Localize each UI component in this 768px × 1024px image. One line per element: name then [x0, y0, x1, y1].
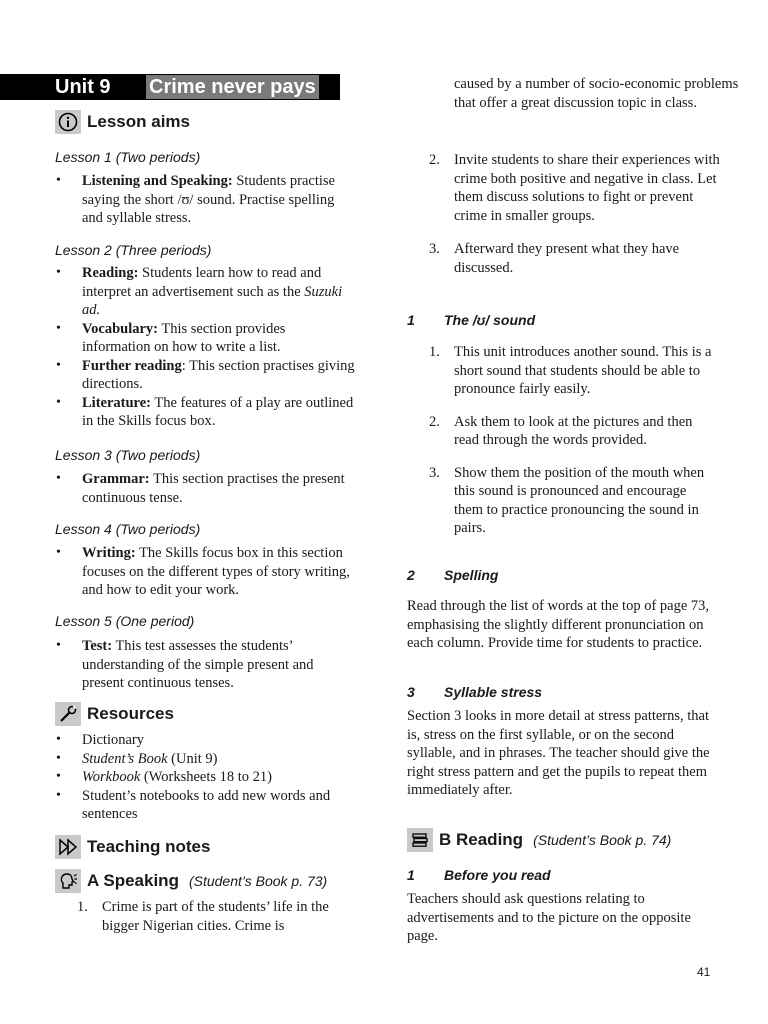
- reading-label: B Reading: [439, 830, 524, 849]
- list-item: 3. Afterward they present what they have discussed.: [429, 241, 680, 276]
- speaking-list-continued: [407, 151, 727, 277]
- unit-title: Crime never pays: [146, 75, 319, 99]
- lesson-2-title: Lesson 2 (Three periods): [55, 242, 212, 258]
- list-item: • Test: This test assesses the students’ understanding of the simple present and present continuous tenses.: [55, 637, 355, 693]
- lesson-3-title: Lesson 3 (Two periods): [55, 447, 201, 463]
- list-item: • Writing: The Skills focus box in this section focuses on the different types of story writing, and how to edit your work.: [55, 544, 355, 600]
- list-item: • Grammar: This section practises the present continuous tense.: [55, 470, 355, 507]
- speaking-ref: (Student’s Book p. 73): [188, 873, 328, 889]
- lesson-5-title: Lesson 5 (One period): [55, 613, 195, 629]
- lesson-3-list: [55, 470, 355, 507]
- list-item: • Dictionary: [55, 731, 355, 750]
- speaking-item-1-continued: caused by a number of socio-economic problems that offer a great discussion topic in class.: [454, 76, 739, 111]
- teaching-notes-label: Teaching notes: [87, 837, 211, 856]
- stress-heading: 3 Syllable stress: [407, 684, 543, 700]
- spelling-heading: 2 Spelling: [407, 567, 499, 583]
- teaching-notes-heading: [55, 835, 210, 859]
- list-item: 1. Crime is part of the students’ life in the bigger Nigerian cities. Crime is: [77, 899, 329, 934]
- lesson-2-list: [55, 264, 355, 431]
- resources-label: Resources: [87, 704, 174, 723]
- page-number: 41: [697, 965, 711, 979]
- sound-heading: 1 The /ʊ/ sound: [407, 312, 536, 328]
- speaking-heading: [55, 869, 327, 893]
- list-item: • Student’s Book (Unit 9): [55, 750, 355, 769]
- reading-ref: (Student’s Book p. 74): [533, 832, 672, 848]
- list-item: • Literature: The features of a play are outlined in the Skills focus box.: [55, 394, 355, 431]
- speaking-label: A Speaking: [87, 871, 179, 890]
- list-item: • Listening and Speaking: Students practise saying the short /ʊ/ sound. Practise spelling and syllable stress.: [55, 172, 355, 228]
- speaking-list: [55, 898, 365, 935]
- reading-heading: [407, 828, 671, 852]
- book-stack-icon: [407, 828, 433, 852]
- before-you-read-heading: 1 Before you read: [407, 867, 551, 883]
- resources-heading: [55, 702, 174, 726]
- lesson-1-list: [55, 172, 355, 228]
- list-item: 2. Invite students to share their experiences with crime both positive and negative in class. Let them discuss solutions to fight or prevent crime in smaller groups.: [429, 152, 720, 224]
- resources-list: [55, 731, 355, 824]
- lesson-4-list: [55, 544, 355, 600]
- sound-list: [407, 343, 717, 538]
- speaking-head-icon: [55, 869, 81, 893]
- list-item: • Vocabulary: This section provides information on how to write a list.: [55, 320, 355, 357]
- before-you-read-text: Teachers should ask questions relating to advertisements and to the picture on the opposite page.: [407, 891, 691, 944]
- lesson-5-list: [55, 637, 355, 693]
- lesson-aims-label: Lesson aims: [87, 112, 190, 131]
- lesson-4-title: Lesson 4 (Two periods): [55, 521, 201, 537]
- lesson-aims-heading: [55, 110, 190, 134]
- list-item: 3. Show them the position of the mouth when this sound is pronounced and encourage them to practice pronouncing the sound in pairs.: [429, 464, 705, 536]
- list-item: • Further reading: This section practises giving directions.: [55, 357, 355, 394]
- list-item: • Workbook (Worksheets 18 to 21): [55, 768, 355, 787]
- wrench-icon: [55, 702, 81, 726]
- stress-text: Section 3 looks in more detail at stress patterns, that is, stress on the first syllable, or on the second syllable, and in phrases. The teacher should give the right stress pattern and get the pupils to repeat them immediately after.: [407, 708, 710, 798]
- unit-number: Unit 9: [55, 76, 111, 98]
- fast-forward-icon: [55, 835, 81, 859]
- info-icon: [55, 110, 81, 134]
- speaking-item-1-text: Crime is part of the students’ life in the bigger Nigerian cities. Crime is: [102, 899, 329, 934]
- list-item: • Student’s notebooks to add new words and sentences: [55, 787, 355, 824]
- list-item: 2. Ask them to look at the pictures and then read through the words provided.: [429, 413, 693, 448]
- spelling-text: Read through the list of words at the top of page 73, emphasising the slightly different pronunciation on each column. Provide time for students to practice.: [407, 598, 710, 651]
- list-item: 1. This unit introduces another sound. This is a short sound that students should be able to pronounce fairly easily.: [429, 344, 712, 397]
- lesson-1-title: Lesson 1 (Two periods): [55, 149, 201, 165]
- list-item: • Reading: Students learn how to read and interpret an advertisement such as the Suzuki ad.: [55, 264, 355, 320]
